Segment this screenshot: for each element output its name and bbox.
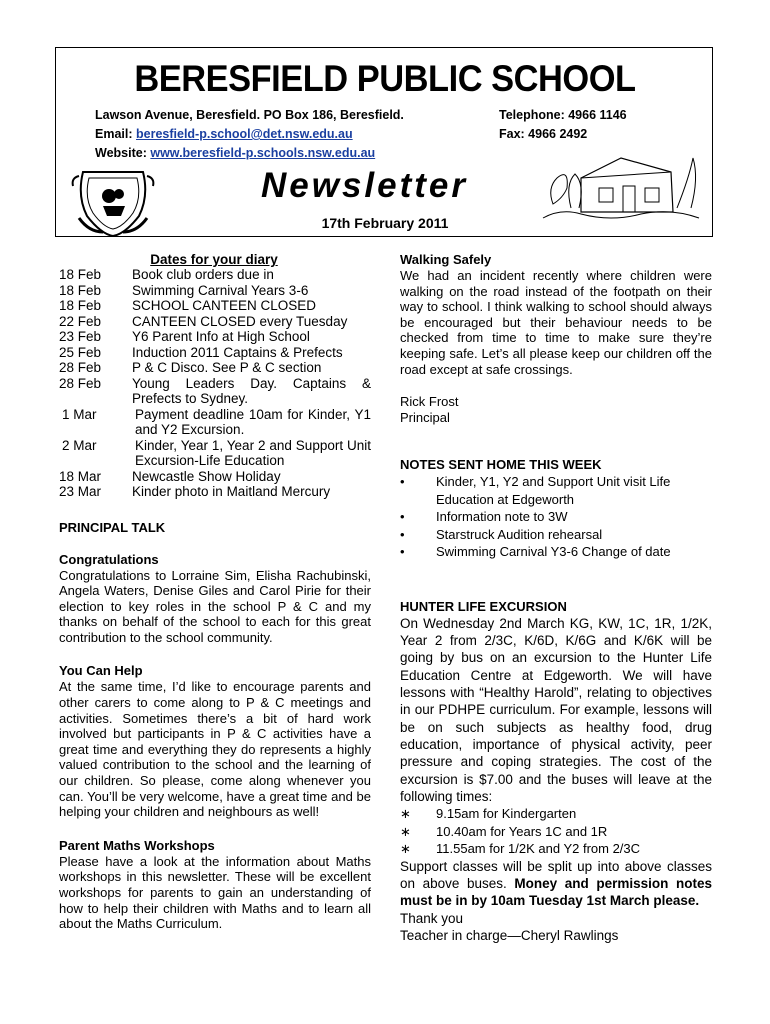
diary-event: Kinder, Year 1, Year 2 and Support Unit Excursion-Life Education xyxy=(135,437,371,468)
diary-event: Young Leaders Day. Captains & Prefects to Sydney. xyxy=(132,375,371,406)
note-item xyxy=(400,508,712,526)
signoff-name: Rick Frost xyxy=(400,394,459,410)
signoff-title: Principal xyxy=(400,409,450,425)
diary-list xyxy=(59,267,371,500)
diary-event: Swimming Carnival Years 3-6 xyxy=(132,282,309,298)
notes-list xyxy=(400,473,712,561)
bus-time-item xyxy=(400,823,712,841)
website-link[interactable]: www.beresfield-p.schools.nsw.edu.au xyxy=(150,146,376,160)
note-item xyxy=(400,473,712,508)
email-link[interactable]: beresfield-p.school@det.nsw.edu.au xyxy=(136,127,353,141)
diary-date: 28 Feb xyxy=(59,375,102,391)
diary-date: 22 Feb xyxy=(59,313,102,329)
diary-event: Payment deadline 10am for Kinder, Y1 and Y2 Excursion. xyxy=(135,406,371,437)
diary-entry xyxy=(59,314,371,330)
diary-event: Kinder photo in Maitland Mercury xyxy=(132,484,331,499)
diary-date: 18 Feb xyxy=(59,282,102,298)
diary-entry xyxy=(59,469,371,485)
maths-workshops-heading: Parent Maths Workshops xyxy=(59,837,215,853)
bus-time-item xyxy=(400,840,712,858)
you-can-help-heading: You Can Help xyxy=(59,663,143,679)
note-item-text: Swimming Carnival Y3-6 Change of date xyxy=(436,544,671,560)
bus-time-item-text: 9.15am for Kindergarten xyxy=(436,806,577,822)
contact-left xyxy=(95,106,404,163)
maths-workshops-text: Please have a look at the information about Maths workshops in this newsletter. These will be excellent workshops for parents to gain an understanding of how to help their children with Maths and to learn all about the Maths Curriculum. xyxy=(59,853,371,932)
you-can-help-text: At the same time, I’d like to encourage parents and other carers to come along to P & C meetings and activities. Sometimes there’s a bit of hard work involved but participants in P & C activities have a great time and everything they do represents a highly valued contribution to the school and the learning of our children. So please, come along whenever you can. You’ll be very welcome, have a great time and be helping your children and neighbours as well! xyxy=(59,679,371,820)
school-address: Lawson Avenue, Beresfield. PO Box 186, Beresfield. xyxy=(95,108,404,122)
note-item xyxy=(400,526,712,544)
congratulations-text: Congratulations to Lorraine Sim, Elisha Rachubinski, Angela Waters, Denise Giles and Carol Pirie for their election to key roles in the school P & C and my thanks on behalf of the school to each for this great contribution to the school community. xyxy=(59,567,371,645)
diary-entry xyxy=(59,407,371,438)
star-bullet-icon: ∗ xyxy=(400,823,411,839)
bus-time-item xyxy=(400,805,712,823)
bullet-icon: • xyxy=(400,509,405,525)
bus-times-list xyxy=(400,805,712,858)
excursion-heading: HUNTER LIFE EXCURSION xyxy=(400,598,567,614)
diary-entry xyxy=(59,283,371,299)
diary-date: 25 Feb xyxy=(59,344,102,360)
walking-safely-heading: Walking Safely xyxy=(400,252,492,267)
left-column xyxy=(59,252,371,932)
bullet-icon: • xyxy=(400,526,405,542)
bullet-icon: • xyxy=(400,474,405,490)
website-line xyxy=(95,144,404,163)
congratulations-heading: Congratulations xyxy=(59,551,159,567)
telephone: Telephone: 4966 1146 xyxy=(499,108,627,122)
money-notice: Money and permission notes must be in by 10am Tuesday 1st March please. xyxy=(400,875,712,909)
teacher-in-charge: Teacher in charge—Cheryl Rawlings xyxy=(400,927,619,943)
diary-date: 23 Feb xyxy=(59,329,102,344)
diary-entry xyxy=(59,360,371,376)
diary-date: 2 Mar xyxy=(62,437,97,453)
diary-event: SCHOOL CANTEEN CLOSED xyxy=(132,298,317,313)
thank-you: Thank you xyxy=(400,910,464,926)
bullet-icon: • xyxy=(400,544,405,560)
note-item-text: Starstruck Audition rehearsal xyxy=(436,526,603,542)
diary-event: Y6 Parent Info at High School xyxy=(132,329,310,344)
diary-event: CANTEEN CLOSED every Tuesday xyxy=(132,313,348,329)
school-name: BERESFIELD PUBLIC SCHOOL xyxy=(134,58,636,99)
diary-entry xyxy=(59,376,371,407)
diary-entry xyxy=(59,345,371,361)
issue-date: 17th February 2011 xyxy=(321,215,449,231)
principal-talk-heading: PRINCIPAL TALK xyxy=(59,519,166,535)
excursion-support-text xyxy=(400,858,712,910)
excursion-text: On Wednesday 2nd March KG, KW, 1C, 1R, 1/2K, Year 2 from 2/3C, K/6D, K/6G and K/6K will be going by bus on an excursion to the Hunter Life Education Centre at Edgeworth. We will have lessons with “Healthy Harold”, relating to objectives in our PDHPE curriculum. For example, lessons will be on such subjects as healthy food, drug education, importance of physical activity, peer pressure and coping strategies. The cost of the excursion is $7.00 and the buses will leave at the following times: xyxy=(400,615,712,804)
bus-time-item-text: 11.55am for 1/2K and Y2 from 2/3C xyxy=(436,841,641,857)
newsletter-title: Newsletter xyxy=(261,166,469,205)
website-label: Website: xyxy=(95,146,147,160)
email-line xyxy=(95,125,404,144)
diary-date: 23 Mar xyxy=(59,484,102,499)
diary-entry xyxy=(59,298,371,314)
contact-right xyxy=(499,106,627,144)
diary-date: 1 Mar xyxy=(62,406,97,422)
star-bullet-icon: ∗ xyxy=(400,806,411,822)
diary-date: 18 Mar xyxy=(59,468,102,484)
school-building-sketch xyxy=(541,148,701,230)
diary-event: Book club orders due in xyxy=(132,267,274,282)
diary-event: Induction 2011 Captains & Prefects xyxy=(132,344,343,360)
diary-event: Newcastle Show Holiday xyxy=(132,468,281,484)
diary-date: 28 Feb xyxy=(59,360,102,375)
email-label: Email: xyxy=(95,127,133,141)
bus-time-item-text: 10.40am for Years 1C and 1R xyxy=(436,823,608,839)
walking-safely-text: We had an incident recently where children were walking on the road instead of the footpath on their way to school. I think walking to school should always be encouraged but their behaviour needs to be checked from time to time to make sure they’re keeping safe. Let’s all please keep our children off the road except at safe crossings. xyxy=(400,268,712,377)
diary-heading: Dates for your diary xyxy=(150,252,278,267)
fax: Fax: 4966 2492 xyxy=(499,127,588,141)
notes-heading: NOTES SENT HOME THIS WEEK xyxy=(400,457,602,473)
diary-entry xyxy=(59,484,371,500)
diary-date: 18 Feb xyxy=(59,267,102,282)
diary-entry xyxy=(59,329,371,345)
diary-date: 18 Feb xyxy=(59,298,102,313)
star-bullet-icon: ∗ xyxy=(400,841,411,857)
note-item-text: Kinder, Y1, Y2 and Support Unit visit Life Education at Edgeworth xyxy=(436,474,671,507)
support-sentence: Support classes will be split up into above classes on above buses. xyxy=(400,858,712,891)
diary-entry xyxy=(59,267,371,283)
note-item-text: Information note to 3W xyxy=(436,509,568,525)
diary-entry xyxy=(59,438,371,469)
note-item xyxy=(400,543,712,561)
right-column xyxy=(400,252,712,944)
diary-event: P & C Disco. See P & C section xyxy=(132,360,322,375)
masthead xyxy=(55,47,713,237)
